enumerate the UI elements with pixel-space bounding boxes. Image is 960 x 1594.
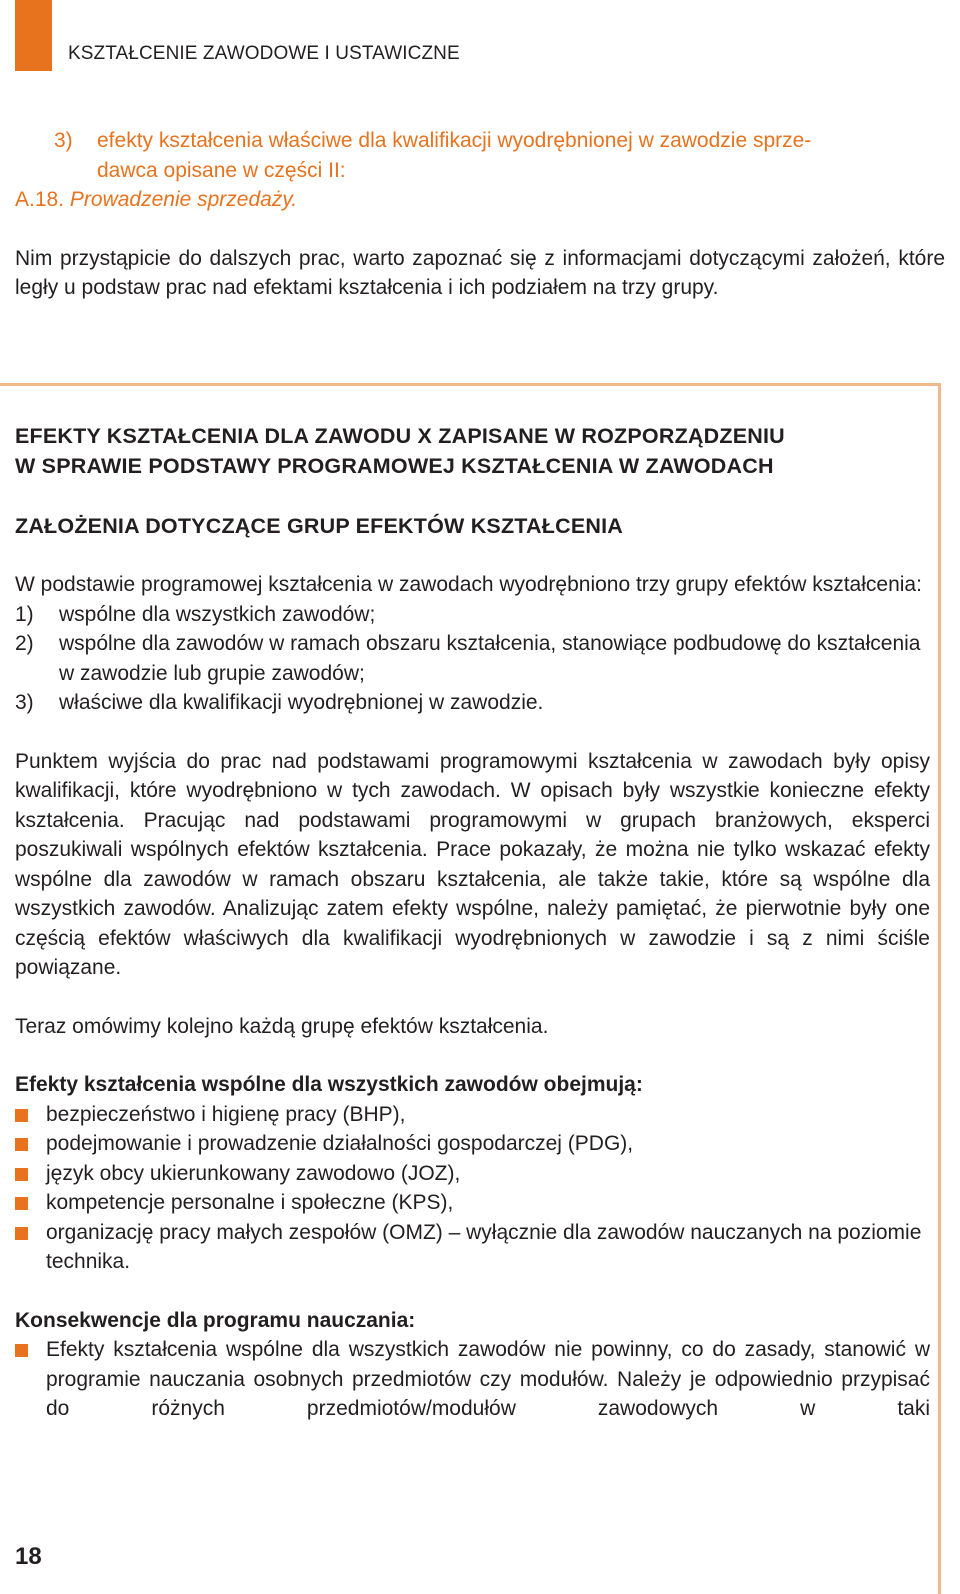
list-item-text: właściwe dla kwalifikacji wyodrębnionej w zawodzie. [59, 691, 544, 714]
consequences-list [15, 1335, 930, 1424]
common-effects-list [15, 1100, 930, 1277]
list-item [15, 1188, 930, 1218]
body-paragraph-1: Punktem wyjścia do prac nad podstawami programowymi kształcenia w zawodach były opisy kwalifikacji, które wyodrębniono w tych zawodach. W opisach były wszystkie konieczne efekty kształcenia. Pracując nad podstawami programowymi w grupach branżowych, eksperci poszukiwali wspólnych efektów kształcenia. Prace pokazały, że można nie tylko wskazać efekty wspólne dla zawodów w ramach obszaru kształcenia, ale także takie, które są wspólne dla wszystkich zawodów. Analizując zatem efekty wspólne, należy pamiętać, że pierwotnie były one częścią efektów właściwych dla kwalifikacji wyodrębnionych w zawodzie i są z nimi ściśle powiązane. [15, 749, 930, 979]
list-item-text: organizację pracy małych zespołów (OMZ) – wyłącznie dla zawodów nauczanych na poziomie technika. [46, 1220, 922, 1273]
list-item [15, 1218, 930, 1277]
qualification-title: Prowadzenie sprzedaży. [69, 188, 298, 211]
list-item-text: wspólne dla zawodów w ramach obszaru kształcenia, stanowiące podbudowę do kształcenia w zawodzie lub grupie zawodów; [59, 632, 921, 685]
section-content [15, 421, 930, 1424]
header-accent-bar [15, 0, 52, 71]
list-item-number: 2) [15, 632, 34, 655]
list-item-text: język obcy ukierunkowany zawodowo (JOZ), [46, 1161, 461, 1185]
bullet-square-icon [15, 1197, 28, 1210]
section-heading [15, 421, 930, 481]
bullet-square-icon [15, 1168, 28, 1181]
intro-block [15, 126, 945, 303]
qualification-code: A.18. [15, 188, 65, 211]
intro-paragraph: Nim przystąpicie do dalszych prac, warto zapoznać się z informacjami dotyczącymi założeń, które legły u podstaw prac nad efektami kształcenia i ich podziałem na trzy grupy. [15, 246, 945, 299]
bullet-square-icon [15, 1109, 28, 1122]
qualification-name [15, 185, 945, 215]
groups-list [15, 600, 930, 718]
intro-item-number: 3) [54, 129, 73, 152]
intro-item-text-line2: dawca opisane w części II: [97, 158, 346, 182]
page-number: 18 [15, 1543, 42, 1570]
body-paragraph-2: Teraz omówimy kolejno każdą grupę efektów kształcenia. [15, 1014, 549, 1038]
section-heading-line2: W SPRAWIE PODSTAWY PROGRAMOWEJ KSZTAŁCENIA W ZAWODACH [15, 454, 774, 478]
list-item-number: 3) [15, 691, 34, 714]
list-item-number: 1) [15, 602, 34, 626]
list-item [15, 688, 930, 718]
bullet-square-icon [15, 1138, 28, 1151]
list-item-text: podejmowanie i prowadzenie działalności gospodarczej (PDG), [46, 1132, 634, 1155]
intro-item-text-line1: efekty kształcenia właściwe dla kwalifikacji wyodrębnionej w zawodzie sprze- [97, 129, 812, 152]
list-item [15, 1159, 930, 1189]
intro-list-item-3 [15, 126, 945, 185]
list-item-text: kompetencje personalne i społeczne (KPS), [46, 1191, 454, 1214]
list-item-text: bezpieczeństwo i higienę pracy (BHP), [46, 1102, 406, 1126]
bullet-square-icon [15, 1344, 28, 1357]
running-header: KSZTAŁCENIE ZAWODOWE I USTAWICZNE [68, 43, 460, 64]
groups-intro: W podstawie programowej kształcenia w zawodach wyodrębniono trzy grupy efektów kształcenia: [15, 573, 922, 596]
bullet-square-icon [15, 1227, 28, 1240]
list-item [15, 1100, 930, 1130]
list-item-text: wspólne dla wszystkich zawodów; [59, 602, 376, 626]
section-subheading: ZAŁOŻENIA DOTYCZĄCE GRUP EFEKTÓW KSZTAŁCENIA [15, 514, 623, 538]
list-item [15, 1335, 930, 1424]
section-heading-line1: EFEKTY KSZTAŁCENIA DLA ZAWODU X ZAPISANE W ROZPORZĄDZENIU [15, 424, 785, 448]
consequences-heading: Konsekwencje dla programu nauczania: [15, 1308, 416, 1332]
common-effects-heading: Efekty kształcenia wspólne dla wszystkich zawodów obejmują: [15, 1073, 643, 1096]
list-item [15, 600, 930, 630]
list-item-text: Efekty kształcenia wspólne dla wszystkich zawodów nie powinny, co do zasady, stanowić w programie nauczania osobnych przedmiotów czy modułów. Należy je odpowiednio przypisać do różnych przedmiotów/modułów zawodowych w taki [46, 1338, 930, 1420]
list-item [15, 629, 930, 688]
list-item [15, 1129, 930, 1159]
